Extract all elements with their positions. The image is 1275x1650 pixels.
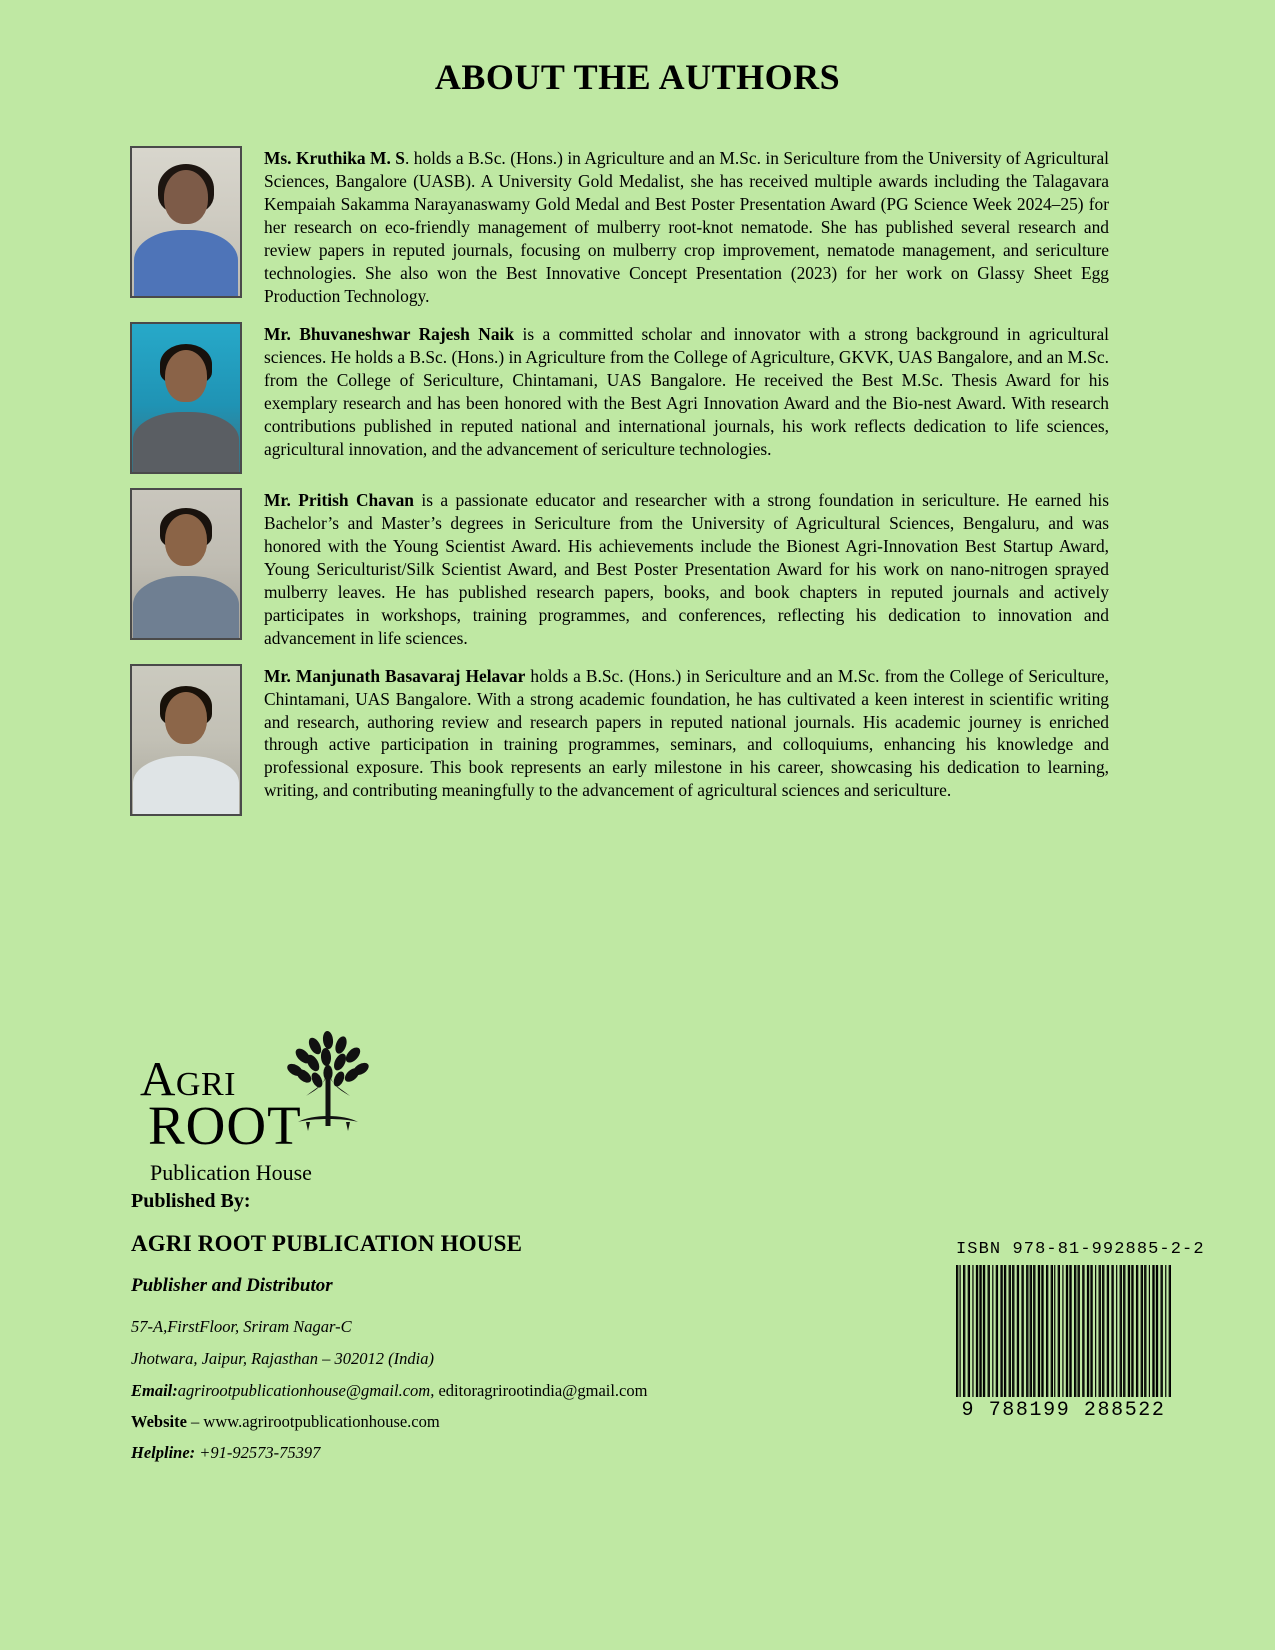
portrait-body — [133, 412, 239, 472]
author-entry — [130, 322, 1109, 474]
helpline-value: +91-92573-75397 — [195, 1443, 321, 1462]
author-name: Ms. Kruthika M. S — [264, 148, 405, 168]
publisher-address-line-1: 57-A,FirstFloor, Sriram Nagar-C — [131, 1317, 352, 1336]
website-value[interactable]: – www.agrirootpublicationhouse.com — [186, 1412, 440, 1431]
publisher-logo — [140, 1032, 390, 1185]
author-photo-pritish — [130, 488, 242, 640]
author-photo-bhuvaneshwar — [130, 322, 242, 474]
author-bio — [264, 322, 1109, 461]
author-bio-text: . holds a B.Sc. (Hons.) in Agriculture and an M.Sc. in Sericulture from the University of Agricultural Sciences, Bangalore (UASB). A University Gold Medalist, she has received multiple awards including the Talagavara Kempaiah Sakamma Narayanaswamy Gold Medal and Best Poster Presentation Award (PG Science Week 2024–25) for her research on eco-friendly management of mulberry root-knot nematode. She has published several research and review papers in reputed journals, focusing on mulberry crop improvement, nematode management, and sericulture technologies. She also won the Best Innovative Concept Presentation (2023) for her work on Glassy Sheet Egg Production Technology. — [264, 148, 1109, 306]
portrait-head — [164, 170, 208, 224]
author-name: Mr. Manjunath Basavaraj Helavar — [264, 665, 526, 686]
author-name: Mr. Bhuvaneshwar Rajesh Naik — [264, 323, 515, 344]
portrait-head — [165, 514, 207, 566]
email-primary: agrirootpublicationhouse@gmail.com, — [177, 1381, 435, 1400]
author-bio — [264, 488, 1109, 650]
portrait-body — [133, 576, 239, 638]
publisher-helpline-line — [131, 1443, 831, 1463]
portrait-body — [134, 230, 238, 296]
page-title: ABOUT THE AUTHORS — [434, 57, 841, 97]
author-photo-manjunath — [130, 664, 242, 816]
published-by-label: Published By: — [131, 1190, 251, 1212]
portrait-body — [133, 756, 239, 814]
authors-section — [0, 146, 1275, 816]
author-bio-text: is a committed scholar and innovator with a strong background in agricultural sciences. He holds a B.Sc. (Hons.) in Agriculture from the College of Agriculture, GKVK, UAS Bangalore, and an M.Sc. from the College of Sericulture, Chintamani, UAS Bangalore. He received the Best M.Sc. Thesis Award for his exemplary research and has been honored with the Best Agri Innovation Award and the Bio-nest Award. With research contributions published in reputed national and international journals, his work reflects dedication to life sciences, agricultural innovation, and the advancement of sericulture technologies. — [264, 323, 1110, 459]
author-bio — [264, 146, 1109, 308]
author-entry — [130, 664, 1109, 816]
logo-word-root: ROOT — [148, 1095, 302, 1156]
author-entry — [130, 146, 1109, 308]
portrait-head — [165, 692, 207, 744]
website-label: Website — [131, 1412, 187, 1431]
publisher-role: Publisher and Distributor — [131, 1275, 333, 1296]
author-entry — [130, 488, 1109, 650]
isbn-block — [956, 1240, 1205, 1422]
logo-word-agri: Agri — [140, 1051, 236, 1106]
isbn-digits: 9 788199 288522 — [961, 1399, 1166, 1422]
author-bio — [264, 664, 1109, 803]
helpline-label: Helpline: — [131, 1443, 196, 1462]
publisher-email-line — [131, 1381, 831, 1401]
author-name: Mr. Pritish Chavan — [264, 489, 414, 510]
portrait-head — [165, 350, 207, 402]
isbn-barcode — [956, 1265, 1171, 1397]
publisher-address-line-2: Jhotwara, Jaipur, Rajasthan – 302012 (India) — [131, 1349, 434, 1368]
email-label: Email: — [131, 1381, 178, 1400]
publisher-details — [131, 1190, 831, 1474]
author-bio-text: is a passionate educator and researcher with a strong foundation in sericulture. He earned his Bachelor’s and Master’s degrees in Sericulture from the University of Agricultural Sciences, Bengaluru, and was honored with the Young Scientist Award. His achievements include the Bionest Agri-Innovation Best Startup Award, Young Sericulturist/Silk Scientist Award, and Best Poster Presentation Award for his work on nano-nitrogen sprayed mulberry leaves. He has published research papers, books, and book chapters in reputed journals and actively participates in workshops, training programmes, and conferences, reflecting his dedication to innovation and advancement in life sciences. — [264, 489, 1110, 648]
publisher-name: AGRI ROOT PUBLICATION HOUSE — [131, 1231, 523, 1256]
email-secondary: editoragrirootindia@gmail.com — [434, 1381, 648, 1400]
publisher-website-line — [131, 1412, 831, 1432]
author-photo-kruthika — [130, 146, 242, 298]
author-bio-text: holds a B.Sc. (Hons.) in Sericulture and an M.Sc. from the College of Sericulture, Chintamani, UAS Bangalore. With a strong academic foundation, he has cultivated a keen interest in scientific writing and research, authoring review and research papers in reputed national journals. His academic journey is enriched through active participation in training programmes, seminars, and colloquiums, enhancing his knowledge and professional exposure. This book represents an early milestone in his career, showcasing his dedication to learning, writing, and contributing meaningfully to the advancement of agricultural sciences and sericulture. — [264, 665, 1109, 801]
logo-tagline: Publication House — [150, 1160, 312, 1185]
isbn-label: ISBN 978-81-992885-2-2 — [956, 1240, 1205, 1259]
logo-mark — [140, 1032, 370, 1185]
